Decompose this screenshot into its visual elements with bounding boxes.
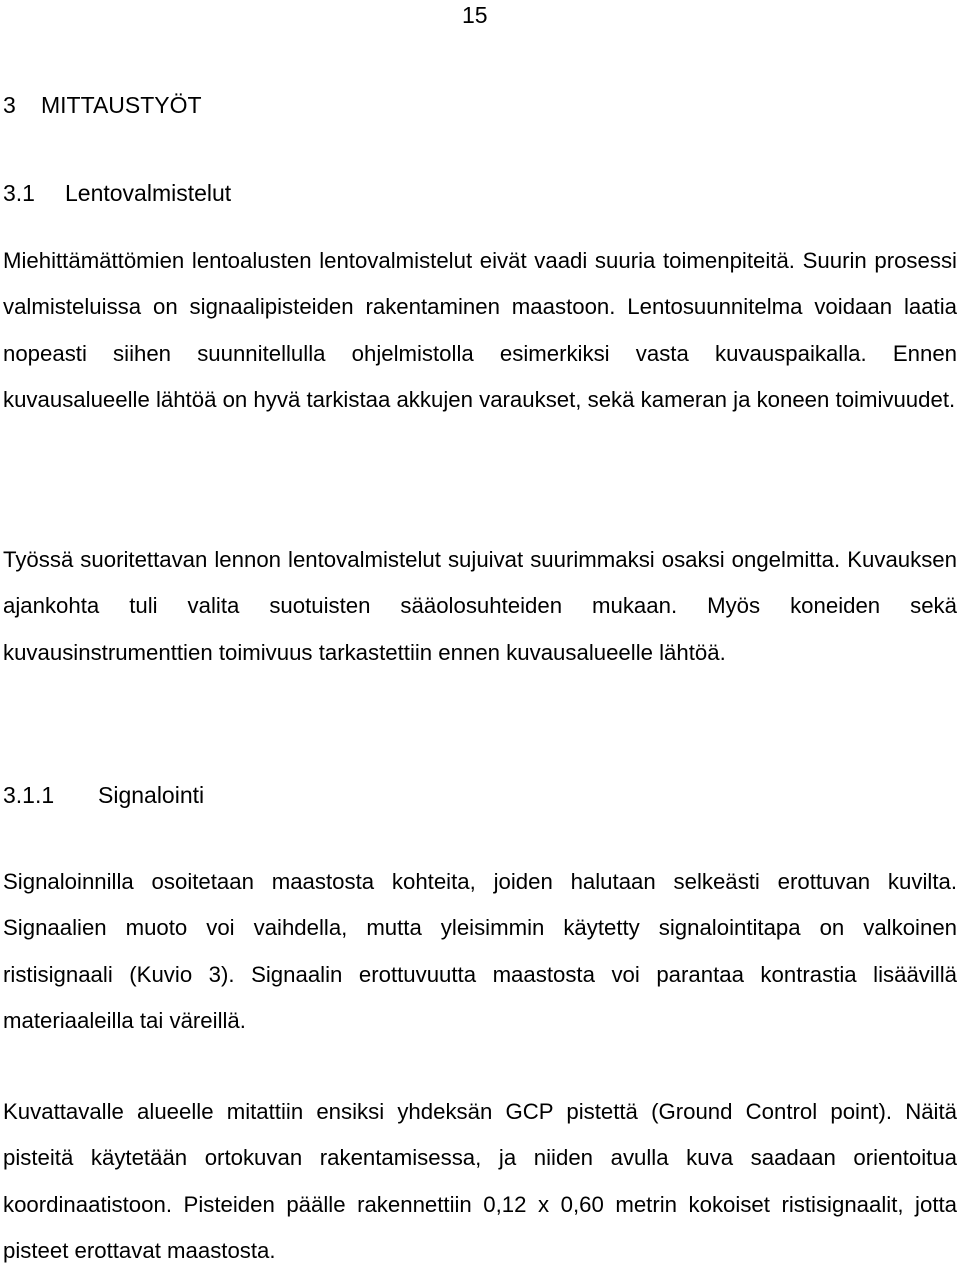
subsubsection-number: 3.1.1	[3, 782, 55, 808]
paragraph: Miehittämättömien lentoalusten lentovalmistelut eivät vaadi suuria toimenpiteitä. Suurin prosessi valmisteluissa on signaalipisteiden rakentaminen maastoon. Lentosuunnitelma voidaan laatia nopeasti siihen suunnitellulla ohjelmistolla esimerkiksi vasta kuvauspaikalla. Ennen kuvausalueelle lähtöä on hyvä tarkistaa akkujen varaukset, sekä kameran ja koneen toimivuudet.	[3, 248, 957, 413]
subsection-number: 3.1	[3, 180, 35, 206]
subsubsection-heading	[3, 780, 204, 810]
page-number: 15	[462, 2, 488, 28]
paragraph: Signaloinnilla osoitetaan maastosta kohteita, joiden halutaan selkeästi erottuvan kuvilta. Signaalien muoto voi vaihdella, mutta yleisimmin käytetty signalointitapa on valkoinen ristisignaali (Kuvio 3). Signaalin erottuvuutta maastosta voi parantaa kontrastia lisäävillä materiaaleilla tai väreillä.	[3, 869, 957, 1034]
subsection-heading	[3, 178, 231, 208]
section-heading	[3, 90, 202, 120]
paragraph: Kuvattavalle alueelle mitattiin ensiksi yhdeksän GCP pistettä (Ground Control point). Näitä pisteitä käytetään ortokuvan rakentamisessa, ja niiden avulla kuva saadaan orientoitua koordinaatistoon. Pisteiden päälle rakennettiin 0,12 x 0,60 metrin kokoiset ristisignaalit, jotta pisteet erottavat maastosta.	[3, 1099, 957, 1264]
paragraph: Työssä suoritettavan lennon lentovalmistelut sujuivat suurimmaksi osaksi ongelmitta. Kuvauksen ajankohta tuli valita suotuisten sääolosuhteiden mukaan. Myös koneiden sekä kuvausinstrumenttien toimivuus tarkastettiin ennen kuvausalueelle lähtöä.	[3, 547, 957, 665]
section-title: MITTAUSTYÖT	[41, 92, 202, 118]
subsection-title: Lentovalmistelut	[65, 180, 232, 206]
section-number: 3	[3, 92, 16, 118]
subsubsection-title: Signalointi	[98, 782, 205, 808]
